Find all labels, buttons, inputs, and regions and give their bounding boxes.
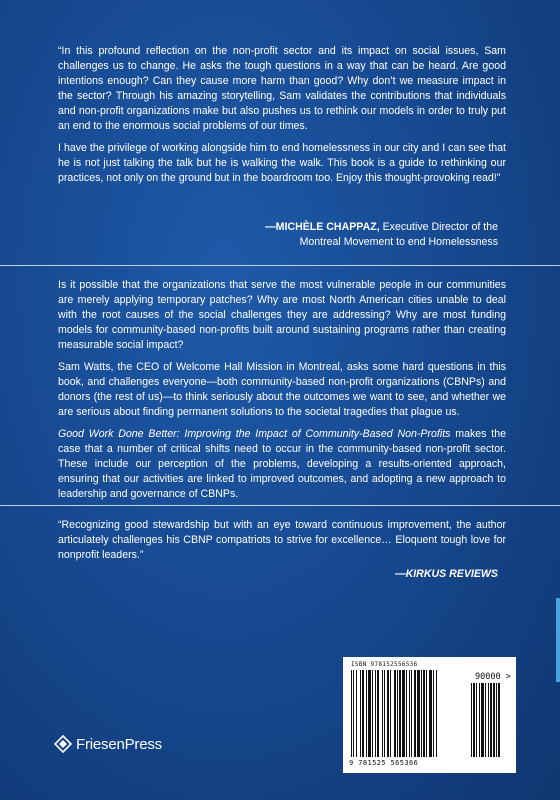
addon-bar [481,683,484,757]
barcode-bar [362,670,364,757]
barcode-bar [382,670,383,757]
addon-bar [488,683,489,757]
barcode-bar [394,670,396,757]
publisher-mark-icon [54,735,72,753]
addon-bar [473,683,475,757]
addon-bar [498,683,500,757]
description-paragraph-3 [58,427,506,502]
barcode-bar [414,670,416,757]
accent-tab [556,598,560,682]
barcode-bar [406,670,407,757]
barcode-bar [409,670,410,757]
barcode-bar [433,670,434,757]
barcode-bar [390,670,391,757]
barcode-bar [426,670,427,757]
barcode-bar [366,670,367,757]
divider-top [0,265,560,266]
endorsement-paragraph-1: “In this profound reflection on the non-profit sector and its impact on social issues, Sam challenges us to change. He asks the tough questions in a way that can be heard. Are good intentions enough? Can they cause more harm than good? Why don’t we measure impact in the sector? Through his amazing storytelling, Sam validates the contributions that individuals and non-profit organizations make but also pushes us to rethink our models in order to truly put an end to the enormous social problems of our times. [58,45,506,132]
attribution-role-2: Montreal Movement to end Homelessness [299,236,498,248]
barcode-bar [375,670,376,757]
book-title: Good Work Done Better: Improving the Impact of Community-Based Non-Profits [58,428,451,440]
attribution-name: —MICHÈLE CHAPPAZ, [265,221,380,233]
barcode-bar [384,670,385,757]
barcode-bar [397,670,398,757]
barcode-bar [399,670,401,757]
book-description [58,278,506,509]
barcode-bar [429,670,432,757]
barcode-bar [423,670,425,757]
review-kirkus [58,518,506,570]
description-paragraph-3-rest: makes the case that a number of critical shifts need to occur in the community-based non-profit sector. These include our perception of the problems, developing a results-oriented approach, ensuring that our activities are linked to improved outcomes, and adopting a new approach to leadership and governance of CBNPs. [58,428,506,500]
ean-barcode [343,657,516,773]
description-paragraph-1: Is it possible that the organizations that serve the most vulnerable people in our communities are merely applying temporary patches? Why are most North American cities unable to deal with the root causes of the social challenges they are addressing? Why are most funding models for community-based non-profits built around sustaining programs rather than creating measurable social impact? [58,279,506,351]
addon-bar [479,683,480,757]
addon-bar [485,683,486,757]
endorsement-chappaz [58,44,506,193]
barcode-bar [356,670,357,757]
endorsement-attribution [265,220,498,250]
ean-digits: 9 781525 565366 [349,759,419,767]
addon-bar [490,683,492,757]
barcode-bar [372,670,373,757]
publisher-logo [54,735,162,753]
endorsement-paragraph-2: I have the privilege of working alongside him to end homelessness in our city and I can see that he is not just talking the talk but he is walking the walk. This book is a guide to rethinking our practices, not only on the ground but in the boardroom too. Enjoy this thought-provoking read!” [58,142,506,184]
barcode-bar [417,670,420,757]
addon-bar [476,683,477,757]
barcode-bar [402,670,405,757]
barcode-bar [360,670,361,757]
review-attribution: —KIRKUS REVIEWS [394,568,498,580]
isbn-label: ISBN 978152556536 [351,661,418,668]
addon-bar [493,683,495,757]
barcode-bar [377,670,379,757]
price-code: 90000 > [475,672,511,682]
review-quote: “Recognizing good stewardship but with an eye toward continuous improvement, the author articulately challenges his CBNP compatriots to strive for excellence… Eloquent tough love for nonprofit leaders.” [58,519,506,561]
barcode-bar [387,670,389,757]
divider-bottom [0,505,560,506]
addon-bar [496,683,497,757]
publisher-name: FriesenPress [76,735,162,753]
attribution-role-1: Executive Director of the [379,221,498,233]
barcode-bar [353,670,354,757]
barcode-bar [421,670,422,757]
barcode-bar [368,670,371,757]
barcode-bar [436,670,437,757]
barcode-bar [351,670,352,757]
addon-bar [471,683,472,757]
barcode-bar [411,670,412,757]
description-paragraph-2: Sam Watts, the CEO of Welcome Hall Mission in Montreal, asks some hard questions in this book, and challenges everyone—both community-based non-profit organizations (CBNPs) and donors (the rest of us)—to think seriously about the outcomes we want to see, and whether we are serious about finding permanent solutions to the societal tragedies that plague us. [58,361,506,418]
barcode-panel [343,657,516,773]
